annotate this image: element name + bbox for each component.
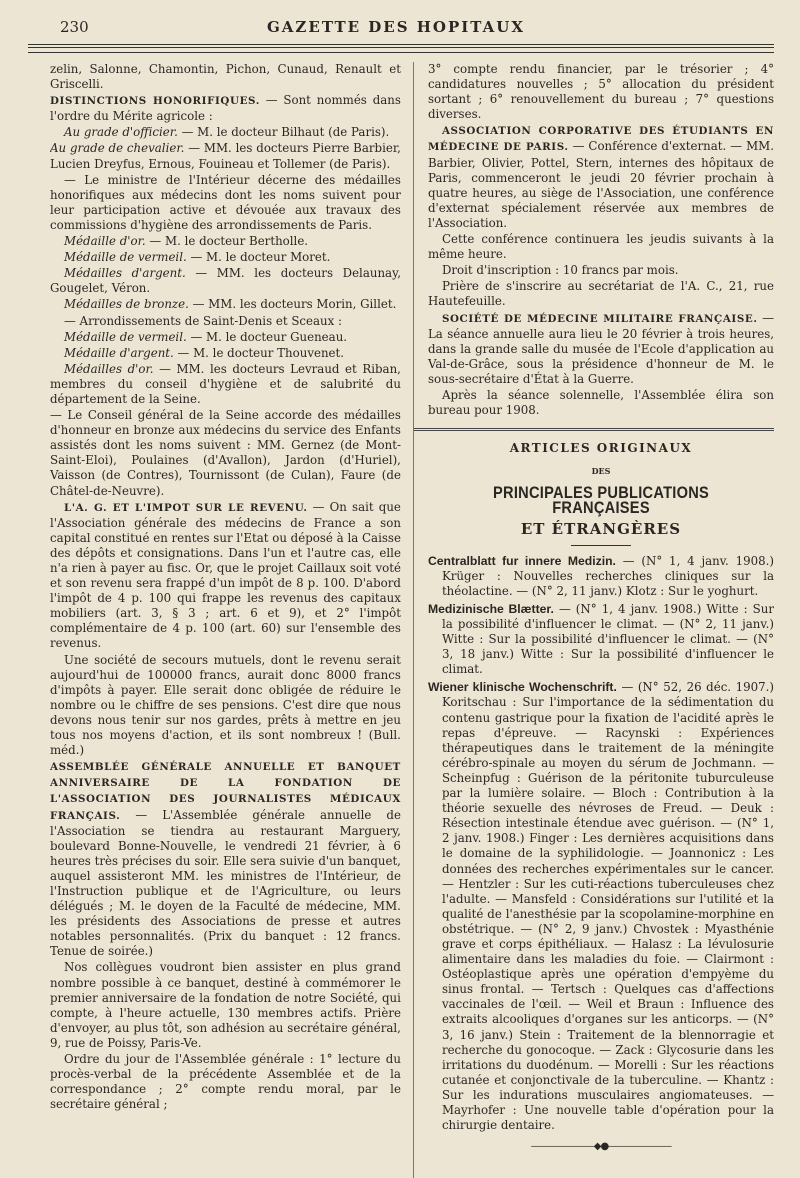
- paragraph-text: — MM. les docteurs Levraud et Riban, membres du conseil d'hygiène et de salubrité du département de la Seine.: [50, 361, 401, 406]
- paragraph-text: Nos collègues voudront bien assister en plus grand nombre possible à ce banquet, destiné à commémorer le premier anniversaire de la fondation de notre Société, qui compte, à l'heure actuelle, 130 membres actifs. Prière d'envoyer, au plus tôt, son adhésion au secrétaire général, 9, rue de Poissy, Paris-Ve.: [50, 960, 401, 1050]
- paragraph: [428, 232, 774, 262]
- item-label: Médailles d'argent.: [64, 266, 186, 281]
- paragraph-text: Prière de s'inscrire au secrétariat de l'A. C., 21, rue Hautefeuille.: [427, 279, 774, 309]
- paragraph-text: — Le Conseil général de la Seine accorde des médailles d'honneur en bronze aux médecins du service des Enfants assistés dont les noms suivent : MM. Gernez (de Mont-Saint-Eloi), Poulaines (d'Avallon), Jardon (d'Huriel), Vaisson (de Contres), Tournissont (de Culan), Faure (de Châtel-de-Neuvre).: [50, 408, 401, 498]
- paragraph-text: Une société de secours mutuels, dont le revenu serait aujourd'hui de 100000 francs, aurait donc 8000 francs d'impôts à payer. Elle serait donc obligée de réduire le nombre ou le chiffre de ses pensions. C'est dire que nous devons nous tenir sur nos gardes, prêts à mettre en jeu tous nos moyens d'action, et ils sont nombreux ! (Bull. méd.): [50, 652, 401, 758]
- section-divider: [414, 428, 774, 431]
- paragraph-text: — MM. les docteurs Morin, Gillet.: [188, 297, 397, 312]
- item-heading: L'A. G. ET L'IMPOT SUR LE REVENU.: [64, 501, 308, 514]
- paragraph: [428, 279, 774, 309]
- paragraph-text: — MM. les docteurs Pierre Barbier, Lucien Dreyfus, Ernous, Fouineau et Tollemer (de Paris).: [50, 141, 401, 171]
- paragraph-text: — La séance annuelle aura lieu le 20 février à trois heures, dans la grande salle du musée de l'Ecole d'application au Val-de-Grâce, sous la présidence d'honneur de M. le sous-secrétaire d'État à la Guerre.: [427, 310, 774, 386]
- item-label: Au grade de chevalier.: [50, 141, 185, 156]
- paragraph-text: zelin, Salonne, Chamontin, Pichon, Cunaud, Renault et Griscelli.: [50, 62, 401, 92]
- paragraph: [50, 93, 401, 124]
- paragraph-text: — Sont nommés dans l'ordre du Mérite agricole :: [50, 93, 401, 124]
- item-label: Médailles de bronze.: [64, 297, 189, 312]
- paragraph: [50, 250, 401, 265]
- item-heading: ASSOCIATION CORPORATIVE DES ÉTUDIANTS EN MÉDECINE DE PARIS.: [427, 125, 774, 154]
- paragraph-text: Cette conférence continuera les jeudis suivants à la même heure.: [427, 232, 774, 262]
- page-header: [22, 0, 770, 38]
- paragraph-text: — M. le docteur Gueneau.: [186, 329, 348, 344]
- paragraph: [50, 141, 401, 171]
- item-heading: SOCIÉTÉ DE MÉDECINE MILITAIRE FRANÇAISE.: [441, 312, 758, 325]
- paragraph-text: — M. le docteur Bertholle.: [145, 234, 309, 249]
- paragraph: [50, 408, 401, 499]
- header-rule: [28, 44, 774, 45]
- text-columns: [50, 62, 774, 1178]
- paragraph: [50, 173, 401, 233]
- journal-articles: — (N° 1, 4 janv. 1908.) Witte : Sur la possibilité d'influencer le climat. — (N° 2, 11 janv.) Witte : Sur la possibilité d'influencer le climat. — (N° 3, 18 janv.) Witte : Sur la possibilité d'influencer le climat.: [441, 601, 774, 677]
- paragraph: [50, 266, 401, 296]
- header-rule: [28, 52, 774, 53]
- item-label: Médaille de vermeil.: [64, 250, 187, 265]
- journal-entry: [428, 602, 774, 677]
- paragraph-text: — Le ministre de l'Intérieur décerne des médailles honorifiques aux médecins dont les noms suivent pour leur participation active et dévouée aux travaux des commissions d'hygiène des arrondissements de Paris.: [50, 172, 401, 232]
- paragraph-text: — MM. les docteurs Delaunay, Gougelet, Véron.: [50, 266, 401, 296]
- journal-list: [428, 554, 774, 1134]
- section-title-sub: ET ÉTRANGÈRES: [520, 519, 682, 538]
- paragraph: [50, 234, 401, 249]
- section-title-des: DES: [591, 466, 611, 477]
- paragraph: [50, 314, 401, 329]
- paragraph: [50, 1052, 401, 1112]
- paragraph-text: — Conférence d'externat. — MM. Barbier, Olivier, Pottel, Stern, internes des hôpitaux de Paris, commenceront le jeudi 20 février prochain à quatre heures, au siège de l'Association, une conférence d'externat spécialement réservée aux membres de l'Association.: [427, 139, 774, 230]
- paragraph-text: 3° compte rendu financier, par le trésorier ; 4° candidatures nouvelles ; 5° allocation du président sortant ; 6° renouvellement du bureau ; 7° questions diverses.: [427, 62, 774, 122]
- section-title: ARTICLES ORIGINAUX: [509, 441, 693, 456]
- item-heading: DISTINCTIONS HONORIFIQUES.: [50, 95, 260, 108]
- paragraph: [428, 311, 774, 387]
- journal-articles: — (N° 1, 4 janv. 1908.) Krüger : Nouvelles recherches cliniques sur la théolactine. — (N° 2, 11 janv.) Klotz : Sur le yoghurt.: [441, 553, 774, 598]
- news-items: [428, 62, 774, 418]
- journal-title: GAZETTE DES HOPITAUX: [266, 18, 525, 36]
- page-number: 230: [60, 18, 89, 36]
- header-rule: [28, 47, 774, 48]
- journal-entry: [428, 554, 774, 599]
- paragraph-text: — Arrondissements de Saint-Denis et Sceaux :: [64, 313, 343, 328]
- paragraph: [50, 759, 401, 959]
- paragraph-text: — M. le docteur Thouvenet.: [173, 345, 345, 360]
- paragraph: [428, 388, 774, 418]
- item-label: Au grade d'officier.: [64, 125, 178, 140]
- paragraph-text: Après la séance solennelle, l'Assemblée élira son bureau pour 1908.: [427, 387, 774, 418]
- paragraph-text: Droit d'inscription : 10 francs par mois.: [441, 263, 679, 278]
- paragraph: [50, 297, 401, 312]
- paragraph-text: — M. le docteur Bilhaut (de Paris).: [177, 125, 390, 140]
- journal-name: Medizinische Blætter.: [427, 601, 554, 616]
- paragraph: [50, 346, 401, 361]
- journal-name: Centralblatt fur innere Medizin.: [427, 553, 616, 568]
- paragraph: [50, 125, 401, 140]
- left-column: [50, 62, 413, 1178]
- journal-articles: — (N° 52, 26 déc. 1907.) Koritschau : Sur l'importance de la sédimentation du contenu gastrique pour la fixation de l'acidité après le repas d'épreuve. — Racynski : Expériences thérapeutiques dans le traitement de la méningite cérébro-spinale au moyen du sérum de Jochmann. — Scheinpfug : Guérison de la péritonite tuburculeuse par la lumière solaire. — Bloch : Contribution à la théorie sexuelle des névroses de Freud. — Deuk : Résection intestinale étendue avec guérison. — (N° 1, 2 janv. 1908.) Finger : Les dernières acquisitions dans le domaine de la syphilidologie. — Joannonicz : Les données des recherches expérimentales sur le cancer. — Hentzler : Sur les cuti-réactions tuberculeuses chez l'adulte. — Mansfeld : Considérations sur l'utilité et la qualité de l'anesthésie par la scopolamine-morphine en obstétrique. — (N° 2, 9 janv.) Chvostek : Myasthénie grave et corps épithéliaux. — Halasz : La lévulosurie alimentaire dans les maladies du foie. — Clairmont : Ostéoplastique après une opération d'empyème du sinus frontal. — Tertsch : Quelques cas d'affections vaccinales de l'œil. — Weil et Braun : Influence des extraits alcooliques d'organes sur les anticorps. — (N° 3, 16 janv.) Stein : Traitement de la blennorragie et recherche du gonocoque. — Zack : Glycosurie dans les irritations du duodénum. — Morelli : Sur les réactions cutanée et conjonctivale de la tuberculine. — Khantz : Sur les indurations musculaires angiomateuses. — Mayrhofer : Une nouvelle table d'opération pour la chirurgie dentaire.: [441, 680, 774, 1133]
- journal-name: Wiener klinische Wochenschrift.: [427, 680, 617, 695]
- section-title-main: PRINCIPALES PUBLICATIONS FRANÇAISES: [492, 483, 709, 518]
- title-divider: [571, 545, 631, 546]
- paragraph: [50, 960, 401, 1051]
- item-label: Médaille d'or.: [64, 234, 146, 249]
- right-column: [413, 62, 774, 1178]
- item-label: Médaille de vermeil.: [64, 329, 187, 344]
- item-heading: ASSEMBLÉE GÉNÉRALE ANNUELLE ET BANQUET ANNIVERSAIRE DE LA FONDATION DE L'ASSOCIATION DES JOURNALISTES MÉDICAUX FRANÇAIS.: [50, 761, 401, 822]
- paragraph: [50, 653, 401, 759]
- paragraph: [50, 330, 401, 345]
- journal-entry: [428, 680, 774, 1133]
- item-label: Médailles d'or.: [64, 361, 154, 376]
- paragraph: [50, 500, 401, 652]
- paragraph: [428, 263, 774, 278]
- paragraph: [50, 362, 401, 407]
- paragraph: [428, 123, 774, 231]
- paragraph-text: — On sait que l'Association générale des médecins de France a son capital constitué en rentes sur l'Etat ou déposé à la Caisse des dépôts et consignations. Dans l'un et l'autre cas, elle n'a rien à payer au fisc. Or, que le projet Caillaux soit voté et son revenu sera frappé d'un impôt de 8 p. 100. D'abord l'impôt de 4 p. 100 qui frappe les revenus des capitaux mobiliers (art. 3, § 3 ; art. 6 et 9), et 2° l'impôt complémentaire de 4 p. 100 (art. 60) sur l'ensemble des revenus.: [50, 499, 401, 651]
- paragraph: [50, 62, 401, 92]
- paragraph: [428, 62, 774, 122]
- end-ornament: ———————◆●———————: [530, 1141, 672, 1153]
- item-label: Médaille d'argent.: [64, 345, 174, 360]
- paragraph-text: Ordre du jour de l'Assemblée générale : 1° lecture du procès-verbal de la précédente Assemblée et de la correspondance ; 2° compte rendu moral, par le secrétaire général ;: [50, 1052, 401, 1112]
- paragraph-text: — M. le docteur Moret.: [186, 250, 331, 265]
- paragraph-text: — L'Assemblée générale annuelle de l'Association se tiendra au restaurant Marguery, boulevard Bonne-Nouvelle, le vendredi 21 février, à 6 heures très précises du soir. Elle sera suivie d'un banquet, auquel assisteront MM. les ministres de l'Intérieur, de l'Instruction publique et de l'Agriculture, ou leurs délégués ; M. le doyen de la Faculté de médecine, MM. les présidents des Associations de presse et autres notables personnalités. (Prix du banquet : 12 francs. Tenue de soirée.): [50, 807, 401, 959]
